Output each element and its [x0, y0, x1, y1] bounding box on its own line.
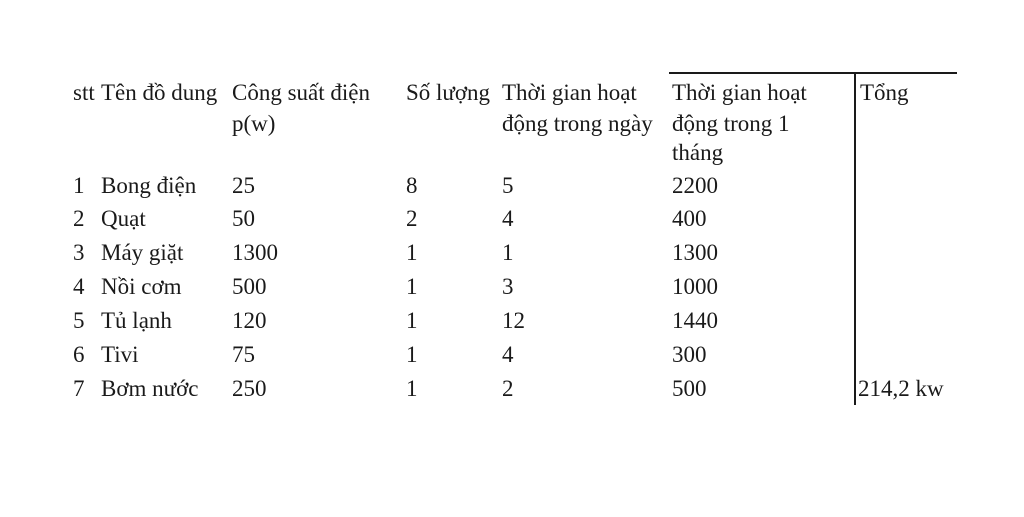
header-month-line3: tháng: [672, 140, 724, 165]
row-qty: 2: [406, 206, 418, 231]
header-month-line1: Thời gian hoạt: [672, 80, 807, 105]
header-qty: Số lượng: [406, 80, 491, 105]
header-day-line1: Thời gian hoạt: [502, 80, 637, 105]
row-hours-day: 3: [502, 274, 514, 299]
header-stt: stt: [73, 80, 95, 105]
row-qty: 1: [406, 274, 418, 299]
row-stt: 5: [73, 308, 85, 333]
row-power: 1300: [232, 240, 278, 265]
row-power: 500: [232, 274, 267, 299]
row-name: Tủ lạnh: [101, 308, 172, 333]
row-stt: 1: [73, 173, 85, 198]
row-name: Quạt: [101, 206, 146, 231]
row-name: Máy giặt: [101, 240, 184, 265]
row-power: 75: [232, 342, 255, 367]
row-qty: 1: [406, 376, 418, 401]
header-name: Tên đồ dung: [101, 80, 218, 105]
row-qty: 1: [406, 308, 418, 333]
row-name: Nồi cơm: [101, 274, 182, 299]
row-hours-month: 300: [672, 342, 707, 367]
row-hours-month: 500: [672, 376, 707, 401]
row-qty: 1: [406, 240, 418, 265]
row-power: 120: [232, 308, 267, 333]
row-stt: 2: [73, 206, 85, 231]
row-qty: 8: [406, 173, 418, 198]
row-name: Tivi: [101, 342, 139, 367]
row-hours-day: 12: [502, 308, 525, 333]
row-hours-month: 2200: [672, 173, 718, 198]
row-stt: 6: [73, 342, 85, 367]
row-hours-month: 1440: [672, 308, 718, 333]
row-power: 25: [232, 173, 255, 198]
total-column-border: [854, 72, 856, 405]
row-stt: 3: [73, 240, 85, 265]
row-stt: 4: [73, 274, 85, 299]
row-hours-day: 4: [502, 206, 514, 231]
row-power: 50: [232, 206, 255, 231]
row-hours-day: 5: [502, 173, 514, 198]
header-power-line2: p(w): [232, 111, 276, 136]
header-day-line2: động trong ngày: [502, 111, 653, 136]
row-name: Bong điện: [101, 173, 197, 198]
row-hours-month: 1000: [672, 274, 718, 299]
header-power-line1: Công suất điện: [232, 80, 370, 105]
row-total: 214,2 kw: [858, 376, 944, 401]
header-month-line2: động trong 1: [672, 111, 790, 136]
row-stt: 7: [73, 376, 85, 401]
header-total: Tổng: [860, 80, 909, 105]
table-top-border: [669, 72, 957, 74]
row-name: Bơm nước: [101, 376, 199, 401]
row-hours-month: 1300: [672, 240, 718, 265]
row-hours-month: 400: [672, 206, 707, 231]
row-power: 250: [232, 376, 267, 401]
row-hours-day: 4: [502, 342, 514, 367]
row-hours-day: 1: [502, 240, 514, 265]
row-qty: 1: [406, 342, 418, 367]
row-hours-day: 2: [502, 376, 514, 401]
